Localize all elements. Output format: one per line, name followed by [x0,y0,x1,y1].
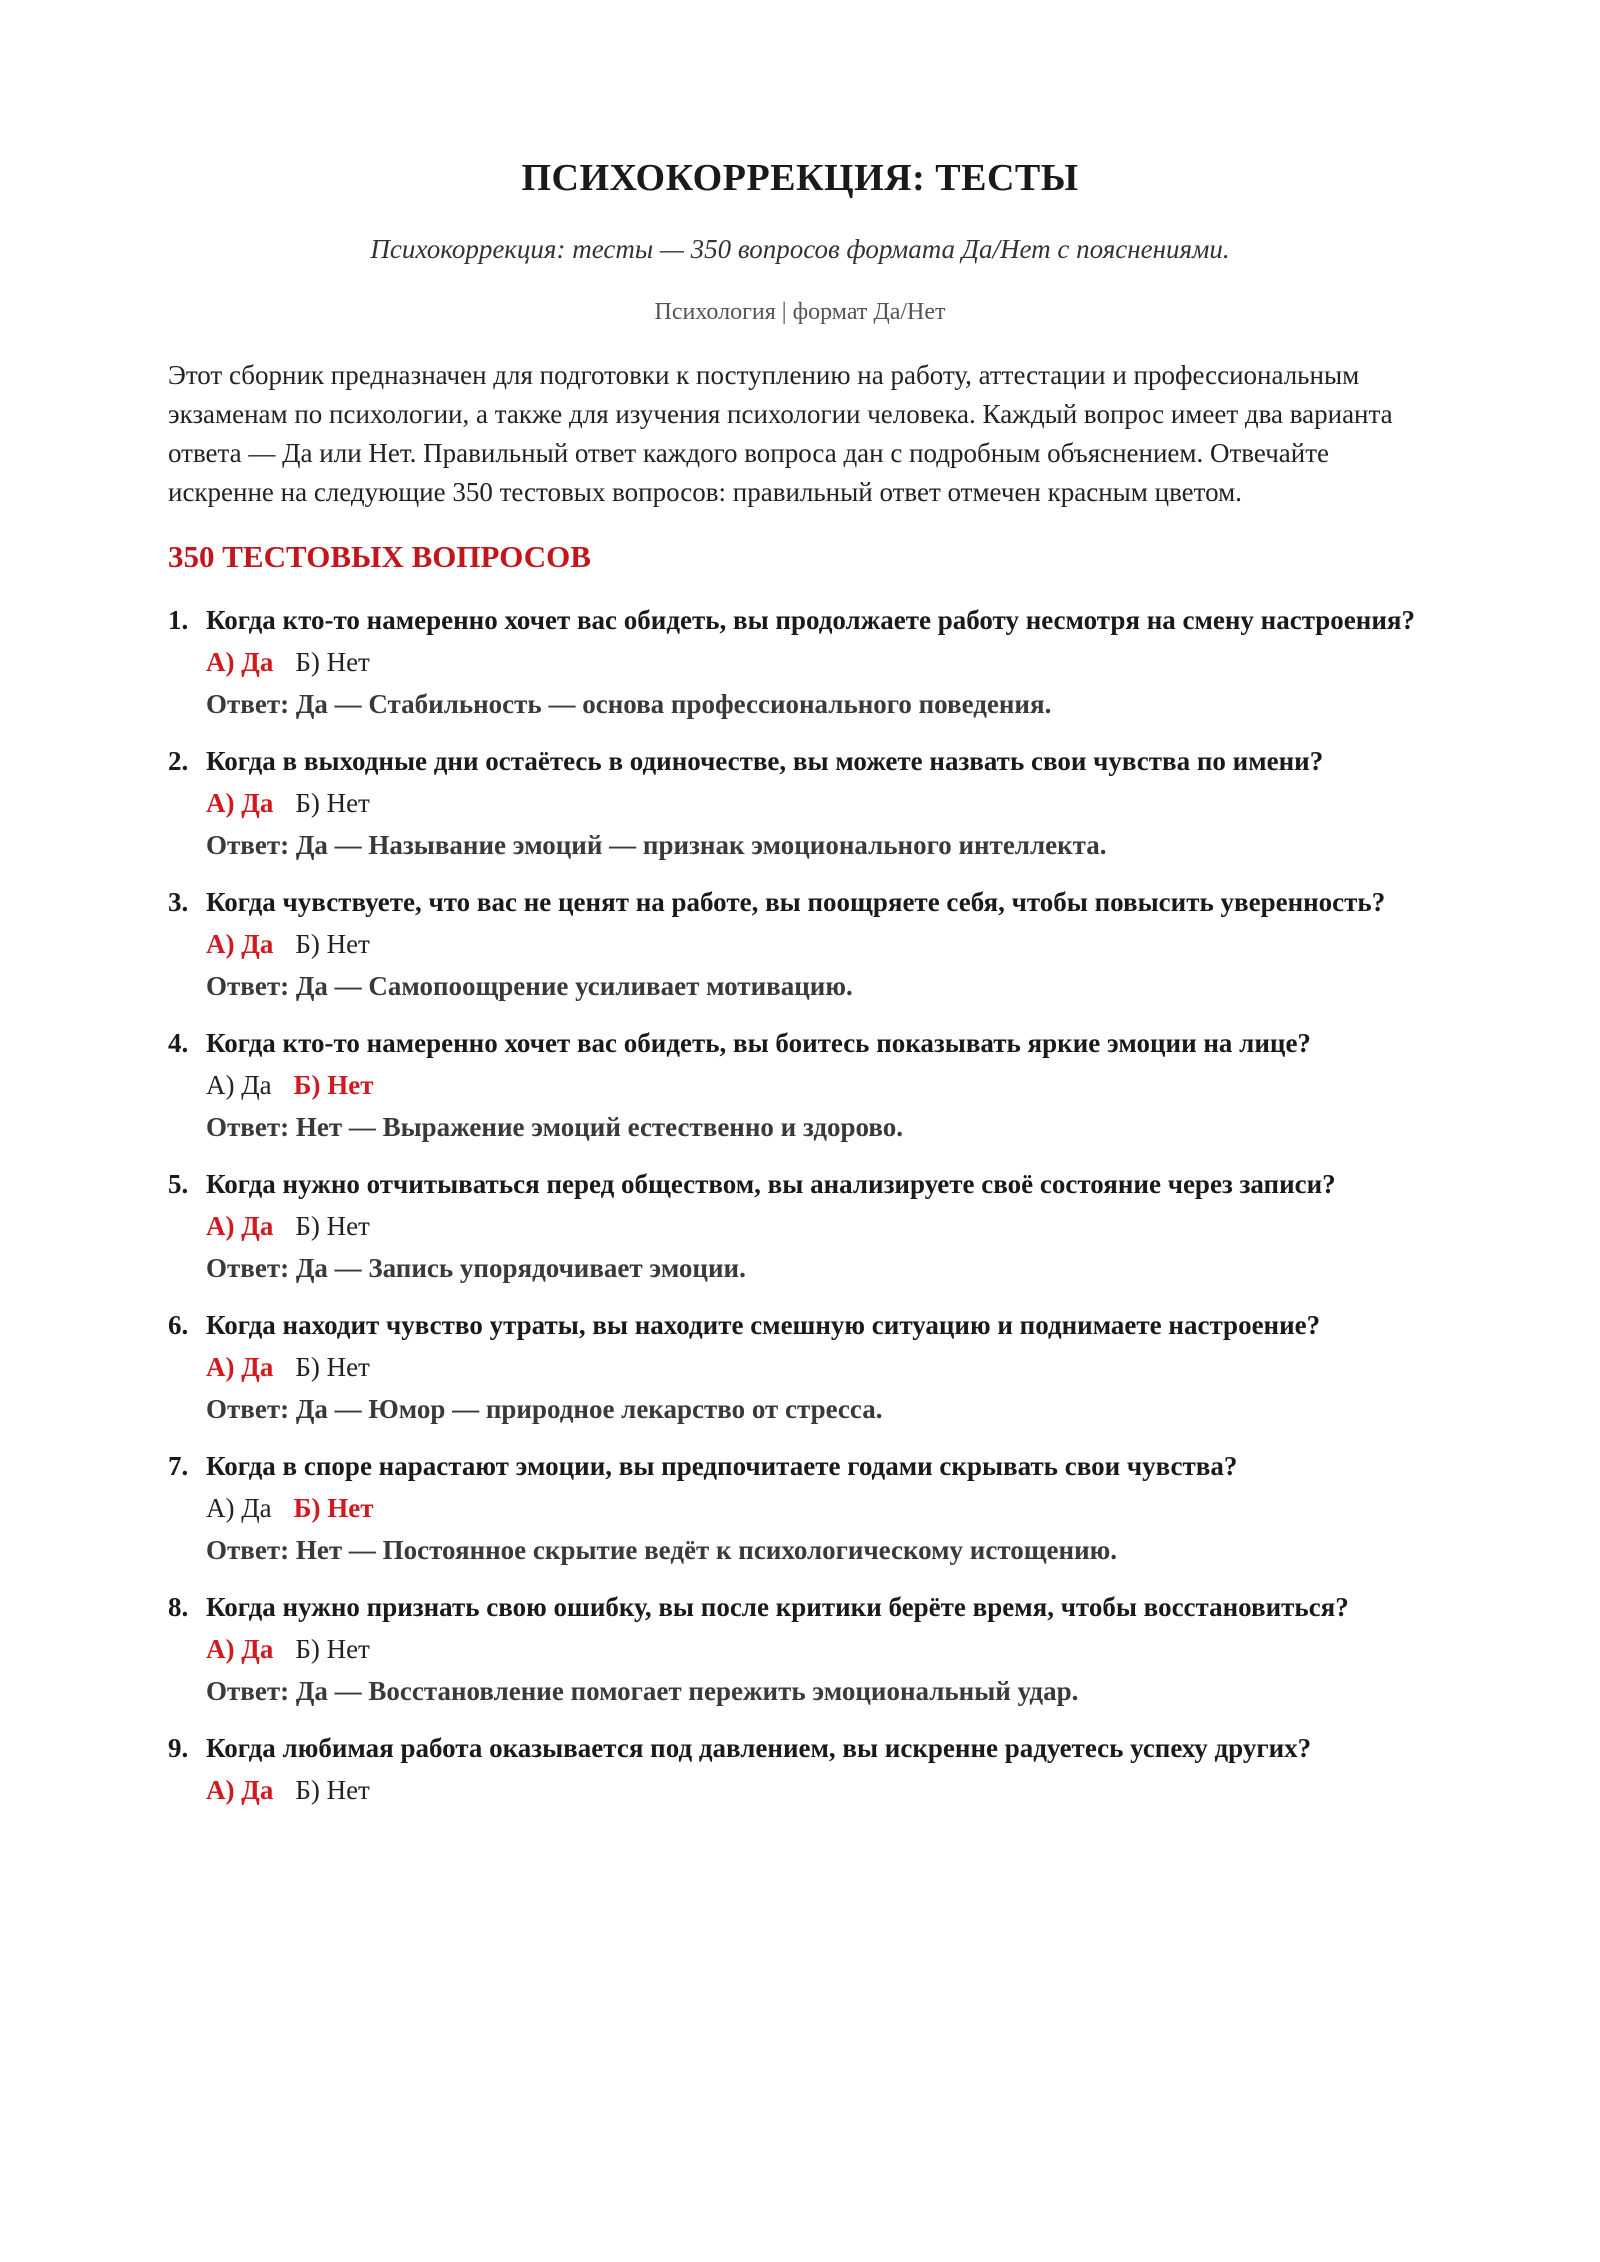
option-a: А) Да [206,1352,274,1382]
option-a: А) Да [206,1634,274,1664]
option-b: Б) Нет [295,647,370,677]
option-b: Б) Нет [295,1211,370,1241]
option-a: А) Да [206,929,274,959]
question-number: 8. [168,1592,189,1622]
answer-options [206,924,1432,964]
option-b: Б) Нет [295,1775,370,1805]
question-item [168,742,1432,865]
answer-explanation: Ответ: Да — Стабильность — основа профессионального поведения. [206,689,1052,719]
question-item [168,1306,1432,1429]
question-number: 7. [168,1451,189,1481]
question-number: 4. [168,1028,189,1058]
document-title: ПСИХОКОРРЕКЦИЯ: ТЕСТЫ [521,157,1079,199]
option-a: А) Да [206,788,274,818]
answer-explanation: Ответ: Да — Запись упорядочивает эмоции. [206,1253,746,1283]
answer-options [206,1347,1432,1387]
question-item [168,1588,1432,1711]
question-item [168,1447,1432,1570]
answer-options [206,783,1432,823]
question-item [168,1729,1432,1810]
answer-options [206,642,1432,682]
question-number: 3. [168,887,189,917]
question-text [168,883,1432,922]
question-body: Когда в споре нарастают эмоции, вы предпочитаете годами скрывать свои чувства? [206,1451,1238,1481]
answer-explanation: Ответ: Да — Самопоощрение усиливает мотивацию. [206,971,853,1001]
answer-explanation: Ответ: Нет — Постоянное скрытие ведёт к психологическому истощению. [206,1535,1118,1565]
question-number: 6. [168,1310,189,1340]
question-item [168,1024,1432,1147]
answer-explanation: Ответ: Да — Восстановление помогает пережить эмоциональный удар. [206,1676,1079,1706]
option-b: Б) Нет [295,929,370,959]
option-b: Б) Нет [295,1634,370,1664]
answer-explanation: Ответ: Да — Юмор — природное лекарство от стресса. [206,1394,883,1424]
option-a: А) Да [206,1775,274,1805]
question-body: Когда кто-то намеренно хочет вас обидеть, вы боитесь показывать яркие эмоции на лице? [206,1028,1311,1058]
answer-options [206,1629,1432,1669]
document-subtitle: Психокоррекция: тесты — 350 вопросов формата Да/Нет с пояснениями. [370,234,1230,264]
question-text [168,742,1432,781]
answer-options [206,1770,1432,1810]
question-number: 5. [168,1169,189,1199]
answer-options [206,1488,1432,1528]
question-body: Когда любимая работа оказывается под давлением, вы искренне радуетесь успеху других? [206,1733,1312,1763]
question-number: 2. [168,746,189,776]
answer-explanation: Ответ: Нет — Выражение эмоций естественно и здорово. [206,1112,903,1142]
option-a: А) Да [206,647,274,677]
question-number: 9. [168,1733,189,1763]
question-item [168,883,1432,1006]
answer-explanation: Ответ: Да — Называние эмоций — признак эмоционального интеллекта. [206,830,1107,860]
question-body: Когда кто-то намеренно хочет вас обидеть, вы продолжаете работу несмотря на смену настроения? [206,605,1416,635]
question-text [168,1165,1432,1204]
question-text [168,1729,1432,1768]
option-a: А) Да [206,1493,272,1523]
question-text [168,1024,1432,1063]
question-text [168,1588,1432,1627]
option-a: А) Да [206,1070,272,1100]
question-body: Когда нужно отчитываться перед обществом, вы анализируете своё состояние через записи? [206,1169,1336,1199]
question-body: Когда нужно признать свою ошибку, вы после критики берёте время, чтобы восстановиться? [206,1592,1349,1622]
option-b: Б) Нет [293,1493,374,1523]
option-b: Б) Нет [295,788,370,818]
question-body: Когда находит чувство утраты, вы находите смешную ситуацию и поднимаете настроение? [206,1310,1321,1340]
section-heading: 350 ТЕСТОВЫХ ВОПРОСОВ [168,539,591,574]
answer-options [206,1065,1432,1105]
question-list [168,601,1432,1810]
option-a: А) Да [206,1211,274,1241]
question-item [168,601,1432,724]
question-item [168,1165,1432,1288]
question-body: Когда чувствуете, что вас не ценят на работе, вы поощряете себя, чтобы повысить уверенность? [206,887,1386,917]
question-text [168,1447,1432,1486]
question-text [168,601,1432,640]
intro-paragraph: Этот сборник предназначен для подготовки к поступлению на работу, аттестации и профессиональным экзаменам по психологии, а также для изучения психологии человека. Каждый вопрос имеет два варианта ответа — Да или Нет. Правильный ответ каждого вопроса дан с подробным объяснением. Отвечайте искренне на следующие 350 тестовых вопросов: правильный ответ отмечен красным цветом. [168,360,1393,507]
question-text [168,1306,1432,1345]
question-body: Когда в выходные дни остаётесь в одиночестве, вы можете назвать свои чувства по имени? [206,746,1324,776]
answer-options [206,1206,1432,1246]
document-meta: Психология | формат Да/Нет [654,299,946,325]
question-number: 1. [168,605,189,635]
option-b: Б) Нет [293,1070,374,1100]
option-b: Б) Нет [295,1352,370,1382]
